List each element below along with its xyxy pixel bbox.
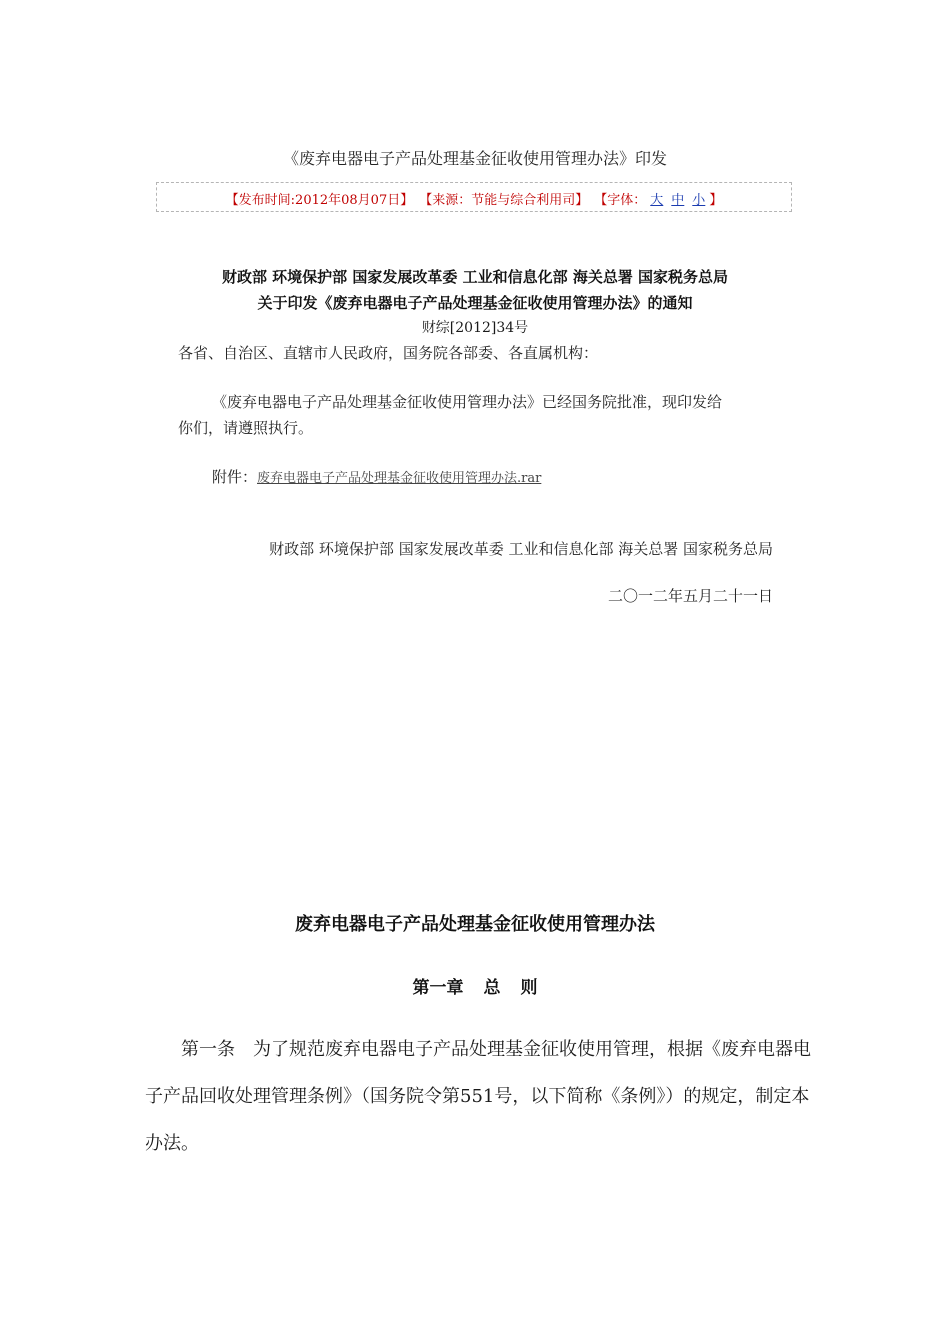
issuing-departments: 财政部 环境保护部 国家发展改革委 工业和信息化部 海关总署 国家税务总局 [221, 268, 729, 286]
page-title: 《废弃电器电子产品处理基金征收使用管理办法》印发 [282, 149, 667, 168]
source-label: 【来源：节能与综合利用司】 [419, 193, 589, 208]
chapter-heading [0, 973, 950, 998]
article-1-label: 第一条 [181, 1039, 235, 1060]
document-number: 财综[2012]34号 [421, 320, 529, 336]
attachment-download-link[interactable]: 废弃电器电子产品处理基金征收使用管理办法.rar [257, 471, 542, 486]
chapter-word-2: 则 [520, 978, 538, 998]
chapter-word-1: 总 [483, 978, 501, 998]
article-1 [145, 1026, 815, 1167]
signatories: 财政部 环境保护部 国家发展改革委 工业和信息化部 海关总署 国家税务总局 [269, 540, 773, 558]
salutation: 各省、自治区、直辖市人民政府，国务院各部委、各直属机构： [178, 344, 599, 362]
font-size-label: 【字体： [594, 193, 647, 208]
font-medium-link[interactable]: 中 [671, 193, 685, 208]
font-large-link[interactable]: 大 [650, 193, 664, 208]
issue-date: 二〇一二年五月二十一日 [607, 587, 773, 605]
meta-inner [157, 189, 791, 208]
article-meta-bar [156, 182, 792, 212]
attachment-label: 附件： [212, 468, 258, 486]
font-size-suffix: 】 [709, 193, 723, 208]
notice-body-line-2: 你们，请遵照执行。 [178, 419, 314, 437]
measures-title: 废弃电器电子产品处理基金征收使用管理办法 [295, 914, 655, 935]
attachment-row [212, 466, 541, 487]
chapter-number: 第一章 [412, 978, 464, 998]
notice-title: 关于印发《废弃电器电子产品处理基金征收使用管理办法》的通知 [257, 294, 693, 312]
font-small-link[interactable]: 小 [692, 193, 706, 208]
notice-body-line-1: 《废弃电器电子产品处理基金征收使用管理办法》已经国务院批准，现印发给 [212, 393, 723, 411]
publish-time: 【发布时间:2012年08月07日】 [225, 193, 414, 208]
article-1-text: 为了规范废弃电器电子产品处理基金征收使用管理，根据《废弃电器电子产品回收处理管理条例》（国务院令第551号，以下简称《条例》）的规定，制定本办法。 [145, 1039, 811, 1154]
